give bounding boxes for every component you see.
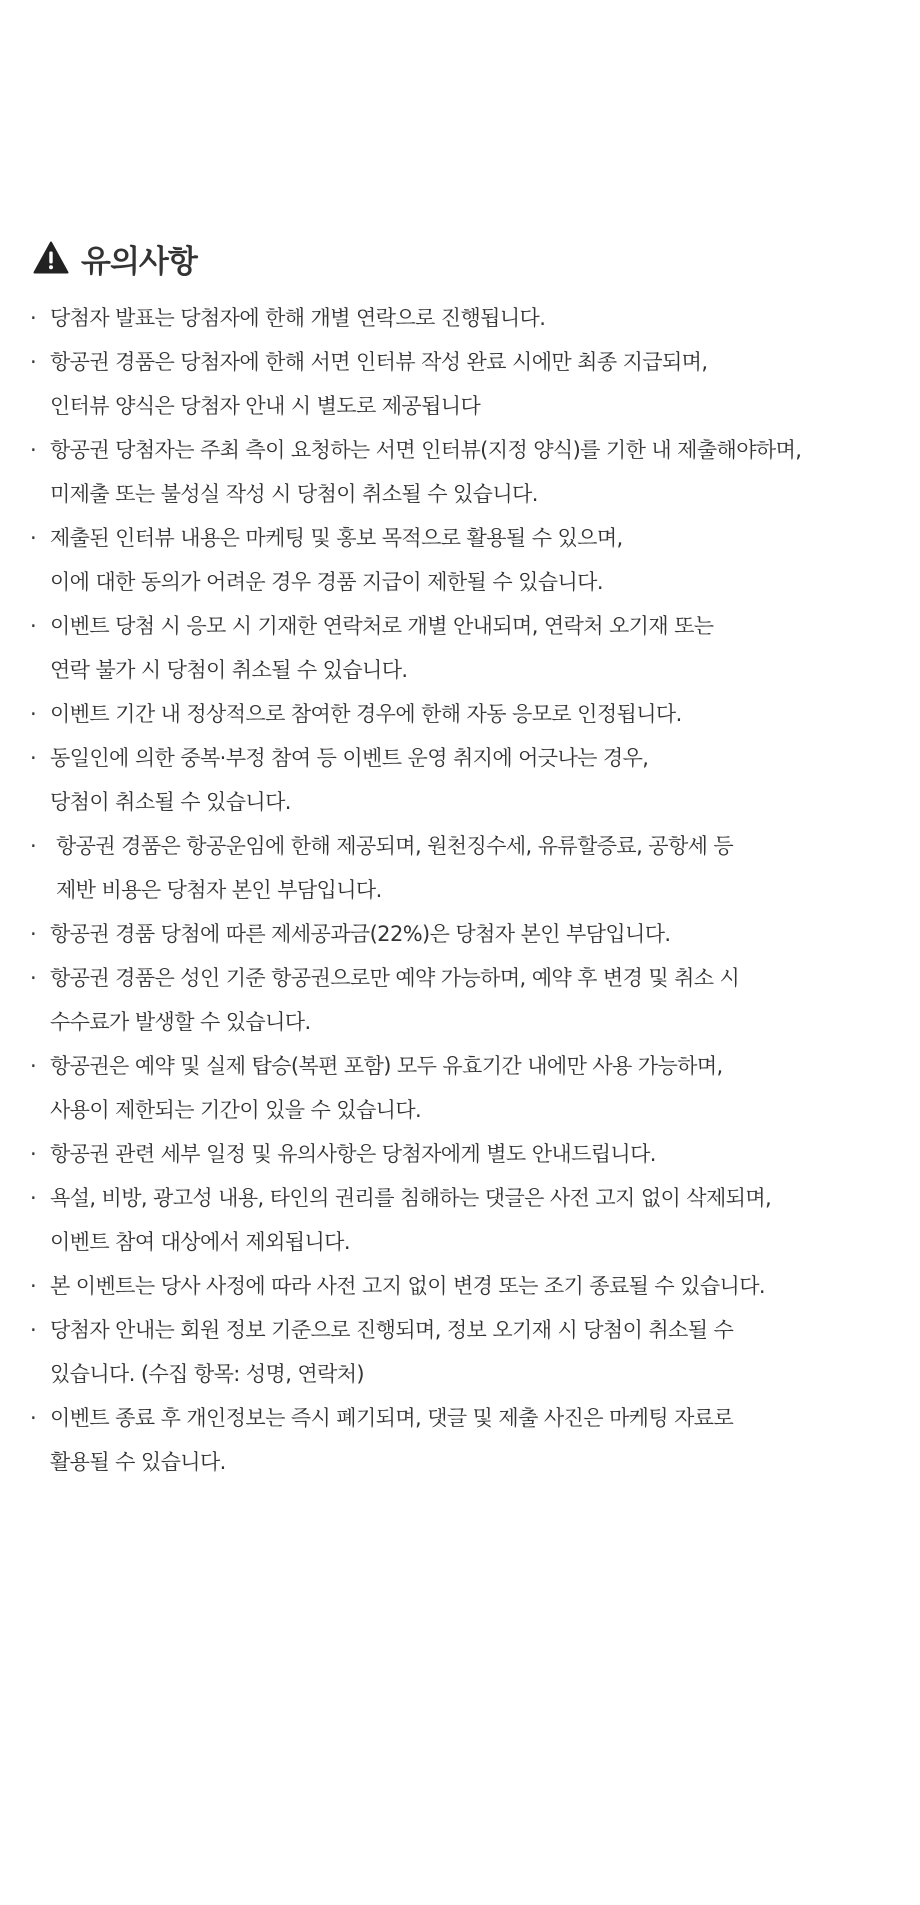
notice-item-text: 동일인에 의한 중복·부정 참여 등 이벤트 운영 취지에 어긋나는 경우, 당첨이 취소될 수 있습니다.: [50, 746, 649, 814]
bullet-dot: ·: [30, 1142, 37, 1166]
notice-list-item: [30, 428, 900, 516]
bullet-dot: ·: [30, 922, 37, 946]
notice-list-item: [30, 604, 900, 692]
notice-list-item: [30, 1044, 900, 1132]
notice-list-item: [30, 692, 900, 736]
notice-list-item: [30, 1176, 900, 1264]
notice-list-item: [30, 1264, 900, 1308]
notice-item-text: 항공권 경품은 당첨자에 한해 서면 인터뷰 작성 완료 시에만 최종 지급되며, 인터뷰 양식은 당첨자 안내 시 별도로 제공됩니다: [50, 350, 708, 418]
bullet-dot: ·: [30, 834, 37, 858]
bullet-dot: ·: [30, 702, 37, 726]
bullet-dot: ·: [30, 966, 37, 990]
notice-item-text: 본 이벤트는 당사 사정에 따라 사전 고지 없이 변경 또는 조기 종료될 수 있습니다.: [50, 1274, 766, 1298]
bullet-dot: ·: [30, 1186, 37, 1210]
notice-list-item: [30, 516, 900, 604]
notice-item-text: 욕설, 비방, 광고성 내용, 타인의 권리를 침해하는 댓글은 사전 고지 없이 삭제되며, 이벤트 참여 대상에서 제외됩니다.: [50, 1186, 772, 1254]
notice-list-item: [30, 956, 900, 1044]
notice-list: [30, 296, 900, 1484]
notice-item-text: 당첨자 안내는 회원 정보 기준으로 진행되며, 정보 오기재 시 당첨이 취소될 수 있습니다. (수집 항목: 성명, 연락처): [50, 1318, 734, 1386]
notice-list-item: [30, 736, 900, 824]
bullet-dot: ·: [30, 526, 37, 550]
bullet-dot: ·: [30, 306, 37, 330]
notice-item-text: 이벤트 기간 내 정상적으로 참여한 경우에 한해 자동 응모로 인정됩니다.: [50, 702, 682, 726]
notice-item-text: 항공권 관련 세부 일정 및 유의사항은 당첨자에게 별도 안내드립니다.: [50, 1142, 656, 1166]
bullet-dot: ·: [30, 1274, 37, 1298]
notice-list-item: [30, 824, 900, 912]
bullet-dot: ·: [30, 1054, 37, 1078]
bullet-dot: ·: [30, 746, 37, 770]
notice-list-item: [30, 1132, 900, 1176]
notice-item-text: 항공권 경품 당첨에 따른 제세공과금(22%)은 당첨자 본인 부담입니다.: [50, 922, 671, 946]
notice-header: [33, 236, 197, 280]
warning-triangle-icon: [33, 241, 69, 275]
notice-list-item: [30, 1308, 900, 1396]
notice-item-text: 항공권 경품은 항공운임에 한해 제공되며, 원천징수세, 유류할증료, 공항세 등 제반 비용은 당첨자 본인 부담입니다.: [56, 834, 734, 902]
notice-list-item: [30, 912, 900, 956]
notice-list-item: [30, 340, 900, 428]
bullet-dot: ·: [30, 1406, 37, 1430]
bullet-dot: ·: [30, 350, 37, 374]
notice-item-text: 이벤트 당첨 시 응모 시 기재한 연락처로 개별 안내되며, 연락처 오기재 또는 연락 불가 시 당첨이 취소될 수 있습니다.: [50, 614, 714, 682]
notice-item-text: 항공권은 예약 및 실제 탑승(복편 포함) 모두 유효기간 내에만 사용 가능하며, 사용이 제한되는 기간이 있을 수 있습니다.: [50, 1054, 723, 1122]
notice-item-text: 항공권 당첨자는 주최 측이 요청하는 서면 인터뷰(지정 양식)를 기한 내 제출해야하며, 미제출 또는 불성실 작성 시 당첨이 취소될 수 있습니다.: [50, 438, 802, 506]
bullet-dot: ·: [30, 1318, 37, 1342]
notice-item-text: 당첨자 발표는 당첨자에 한해 개별 연락으로 진행됩니다.: [50, 306, 546, 330]
notice-list-item: [30, 296, 900, 340]
bullet-dot: ·: [30, 438, 37, 462]
bullet-dot: ·: [30, 614, 37, 638]
notice-item-text: 항공권 경품은 성인 기준 항공권으로만 예약 가능하며, 예약 후 변경 및 취소 시 수수료가 발생할 수 있습니다.: [50, 966, 740, 1034]
notice-title: 유의사항: [81, 243, 197, 280]
notice-list-item: [30, 1396, 900, 1484]
notice-item-text: 이벤트 종료 후 개인정보는 즉시 폐기되며, 댓글 및 제출 사진은 마케팅 자료로 활용될 수 있습니다.: [50, 1406, 734, 1474]
notice-item-text: 제출된 인터뷰 내용은 마케팅 및 홍보 목적으로 활용될 수 있으며, 이에 대한 동의가 어려운 경우 경품 지급이 제한될 수 있습니다.: [50, 526, 623, 594]
